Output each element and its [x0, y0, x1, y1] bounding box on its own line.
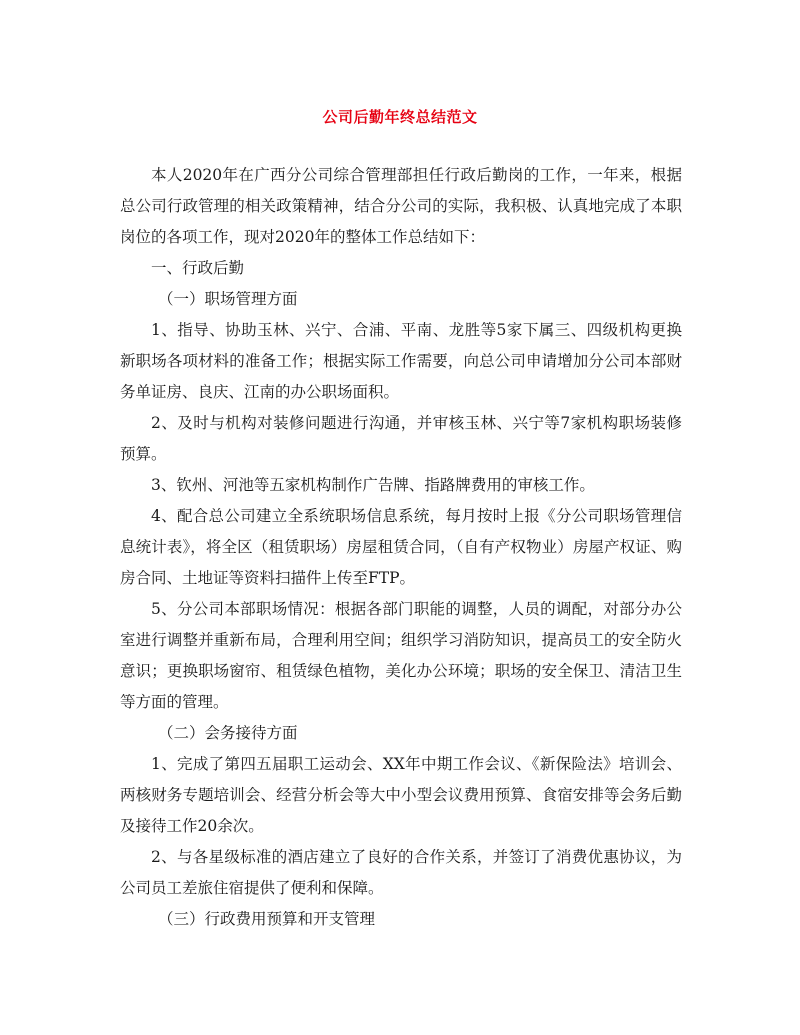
subsection-heading-meetings: （二）会务接待方面 [158, 724, 298, 742]
workplace-item-3: 3、钦州、河池等五家机构制作广告牌、指路牌费用的审核工作。 [151, 476, 595, 494]
workplace-item-4: 4、配合总公司建立全系统职场信息系统，每月按时上报《分公司职场管理信息统计表》，将全区（租赁职场）房屋租赁合同，（自有产权物业）房屋产权证、购房合同、土地证等资料扫描件上传至FTP。 [120, 507, 682, 587]
intro-paragraph: 本人2020年在广西分公司综合管理部担任行政后勤岗的工作，一年来，根据总公司行政管理的相关政策精神，结合分公司的实际，我积极、认真地完成了本职岗位的各项工作，现对2020年的整体工作总结如下： [120, 166, 682, 246]
document-title: 公司后勤年终总结范文 [322, 108, 478, 126]
workplace-item-1: 1、指导、协助玉林、兴宁、合浦、平南、龙胜等5家下属三、四级机构更换新职场各项材料的准备工作；根据实际工作需要，向总公司申请增加分公司本部财务单证房、良庆、江南的办公职场面积。 [120, 321, 682, 401]
subsection-heading-workplace: （一）职场管理方面 [158, 290, 298, 308]
meetings-item-2: 2、与各星级标准的酒店建立了良好的合作关系，并签订了消费优惠协议，为公司员工差旅住宿提供了便利和保障。 [120, 848, 682, 897]
subsection-heading-budget: （三）行政费用预算和开支管理 [158, 910, 376, 928]
meetings-item-1: 1、完成了第四五届职工运动会、XX年中期工作会议、《新保险法》培训会、两核财务专题培训会、经营分析会等大中小型会议费用预算、食宿安排等会务后勤及接待工作20余次。 [120, 755, 682, 835]
document-body [120, 160, 682, 935]
workplace-item-2: 2、及时与机构对装修问题进行沟通，并审核玉林、兴宁等7家机构职场装修预算。 [120, 414, 682, 463]
section-heading-administration: 一、行政后勤 [151, 259, 245, 277]
workplace-item-5: 5、分公司本部职场情况：根据各部门职能的调整，人员的调配，对部分办公室进行调整并重新布局，合理利用空间；组织学习消防知识，提高员工的安全防火意识；更换职场窗帘、租赁绿色植物，美化办公环境；职场的安全保卫、清洁卫生等方面的管理。 [120, 600, 682, 711]
